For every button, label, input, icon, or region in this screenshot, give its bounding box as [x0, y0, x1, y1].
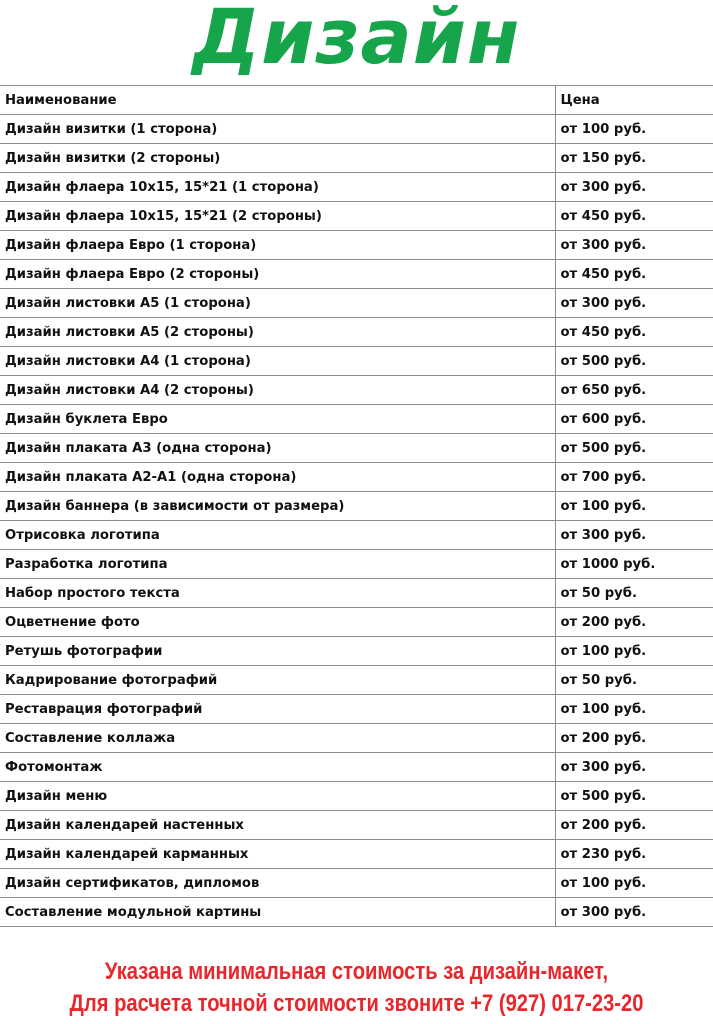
- page-title: Дизайн: [192, 0, 521, 81]
- service-name-cell: Дизайн флаера Евро (1 сторона): [0, 231, 555, 260]
- service-price-cell: от 100 руб.: [555, 115, 713, 144]
- table-row: [0, 434, 713, 463]
- service-name-cell: Разработка логотипа: [0, 550, 555, 579]
- service-name-cell: Составление коллажа: [0, 724, 555, 753]
- table-row: [0, 202, 713, 231]
- service-name-cell: Дизайн листовки А4 (1 сторона): [0, 347, 555, 376]
- table-row: [0, 144, 713, 173]
- table-row: [0, 289, 713, 318]
- table-row: [0, 318, 713, 347]
- service-name-cell: Дизайн флаера Евро (2 стороны): [0, 260, 555, 289]
- service-name-cell: Дизайн сертификатов, дипломов: [0, 869, 555, 898]
- service-price-cell: от 600 руб.: [555, 405, 713, 434]
- service-name-cell: Дизайн листовки А5 (2 стороны): [0, 318, 555, 347]
- table-row: [0, 695, 713, 724]
- service-name-cell: Реставрация фотографий: [0, 695, 555, 724]
- service-name-cell: Отрисовка логотипа: [0, 521, 555, 550]
- service-name-cell: Дизайн календарей карманных: [0, 840, 555, 869]
- table-row: [0, 869, 713, 898]
- table-row: [0, 753, 713, 782]
- table-row: [0, 550, 713, 579]
- service-name-cell: Дизайн меню: [0, 782, 555, 811]
- service-price-cell: от 500 руб.: [555, 347, 713, 376]
- service-name-cell: Фотомонтаж: [0, 753, 555, 782]
- service-name-cell: Дизайн листовки А4 (2 стороны): [0, 376, 555, 405]
- service-price-cell: от 100 руб.: [555, 492, 713, 521]
- table-row: [0, 840, 713, 869]
- service-price-cell: от 200 руб.: [555, 608, 713, 637]
- table-row: [0, 579, 713, 608]
- service-price-cell: от 50 руб.: [555, 579, 713, 608]
- service-price-cell: от 300 руб.: [555, 898, 713, 927]
- table-row: [0, 637, 713, 666]
- table-row: [0, 260, 713, 289]
- service-price-cell: от 450 руб.: [555, 318, 713, 347]
- table-row: [0, 231, 713, 260]
- footer-contact: Для расчета точной стоимости звоните +7 (927) 017-23-20: [69, 990, 644, 1017]
- service-price-cell: от 450 руб.: [555, 202, 713, 231]
- table-row: [0, 492, 713, 521]
- service-name-cell: Дизайн баннера (в зависимости от размера): [0, 492, 555, 521]
- table-row: [0, 115, 713, 144]
- service-name-cell: Дизайн плаката А2-А1 (одна сторона): [0, 463, 555, 492]
- service-price-cell: от 500 руб.: [555, 782, 713, 811]
- header-name: Наименование: [0, 86, 555, 115]
- service-price-cell: от 300 руб.: [555, 521, 713, 550]
- service-name-cell: Оцветнение фото: [0, 608, 555, 637]
- service-price-cell: от 500 руб.: [555, 434, 713, 463]
- service-price-cell: от 200 руб.: [555, 724, 713, 753]
- table-row: [0, 521, 713, 550]
- service-price-cell: от 100 руб.: [555, 869, 713, 898]
- price-table: [0, 85, 713, 927]
- service-name-cell: Ретушь фотографии: [0, 637, 555, 666]
- table-row: [0, 898, 713, 927]
- footer-note: Указана минимальная стоимость за дизайн-макет,: [104, 958, 609, 985]
- table-row: [0, 782, 713, 811]
- table-row: [0, 173, 713, 202]
- table-row: [0, 608, 713, 637]
- service-name-cell: Дизайн флаера 10х15, 15*21 (2 стороны): [0, 202, 555, 231]
- table-row: [0, 463, 713, 492]
- service-name-cell: Составление модульной картины: [0, 898, 555, 927]
- table-row: [0, 666, 713, 695]
- service-name-cell: Дизайн флаера 10х15, 15*21 (1 сторона): [0, 173, 555, 202]
- table-header-row: [0, 86, 713, 115]
- table-row: [0, 811, 713, 840]
- service-name-cell: Дизайн листовки А5 (1 сторона): [0, 289, 555, 318]
- table-row: [0, 347, 713, 376]
- service-name-cell: Дизайн визитки (1 сторона): [0, 115, 555, 144]
- service-price-cell: от 300 руб.: [555, 173, 713, 202]
- service-name-cell: Дизайн визитки (2 стороны): [0, 144, 555, 173]
- service-name-cell: Кадрирование фотографий: [0, 666, 555, 695]
- service-name-cell: Дизайн плаката А3 (одна сторона): [0, 434, 555, 463]
- service-price-cell: от 700 руб.: [555, 463, 713, 492]
- service-price-cell: от 150 руб.: [555, 144, 713, 173]
- table-row: [0, 376, 713, 405]
- service-price-cell: от 450 руб.: [555, 260, 713, 289]
- service-price-cell: от 300 руб.: [555, 753, 713, 782]
- service-name-cell: Набор простого текста: [0, 579, 555, 608]
- service-price-cell: от 200 руб.: [555, 811, 713, 840]
- service-price-cell: от 50 руб.: [555, 666, 713, 695]
- service-price-cell: от 1000 руб.: [555, 550, 713, 579]
- price-table-body: [0, 86, 713, 927]
- service-price-cell: от 650 руб.: [555, 376, 713, 405]
- service-price-cell: от 100 руб.: [555, 637, 713, 666]
- service-price-cell: от 300 руб.: [555, 231, 713, 260]
- service-price-cell: от 300 руб.: [555, 289, 713, 318]
- service-price-cell: от 100 руб.: [555, 695, 713, 724]
- service-name-cell: Дизайн буклета Евро: [0, 405, 555, 434]
- table-row: [0, 724, 713, 753]
- header-price: Цена: [555, 86, 713, 115]
- table-row: [0, 405, 713, 434]
- service-name-cell: Дизайн календарей настенных: [0, 811, 555, 840]
- service-price-cell: от 230 руб.: [555, 840, 713, 869]
